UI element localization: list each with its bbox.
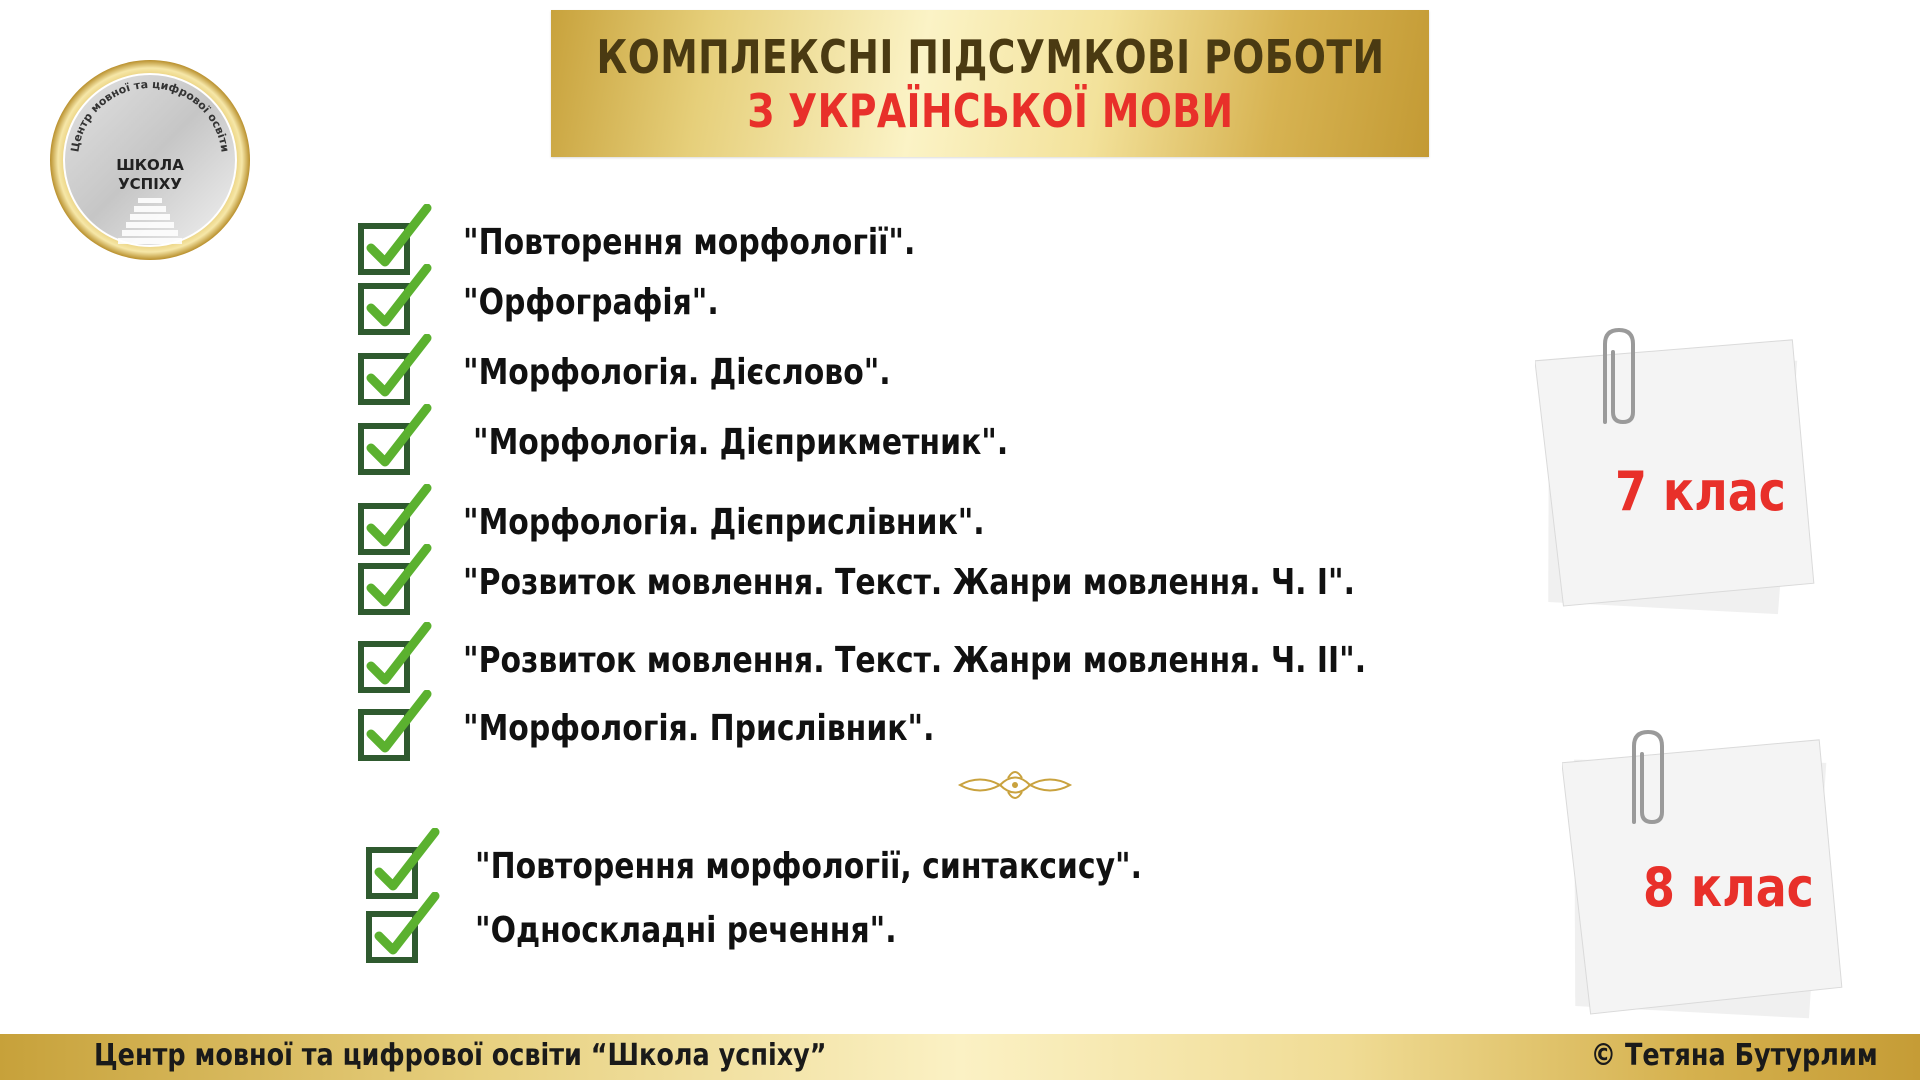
title-banner — [551, 10, 1429, 157]
checklist-item-text: "Односкладні речення". — [475, 909, 897, 951]
checkbox-checked-icon — [357, 690, 433, 766]
checklist-item-grade7 — [357, 334, 978, 410]
logo-center-line-1: ШКОЛА — [116, 156, 184, 174]
checkbox-checked-icon — [357, 264, 433, 340]
school-logo — [48, 58, 252, 262]
logo-center-line-2: УСПІХУ — [118, 175, 182, 193]
logo-ring-text: Центр мовної та цифрової освіти — [68, 77, 232, 153]
footer-organization: Центр мовної та цифрової освіти “Школа успіху” — [94, 1038, 827, 1073]
checklist-item-text: "Морфологія. Дієприкметник". — [473, 421, 1009, 463]
checkbox-checked-icon — [357, 622, 433, 698]
checkbox-checked-icon — [357, 404, 433, 480]
title-line-1: КОМПЛЕКСНІ ПІДСУМКОВІ РОБОТИ — [596, 29, 1384, 84]
checklist-item-grade7 — [357, 544, 1538, 620]
checklist-item-grade7 — [357, 690, 1031, 766]
checkbox-checked-icon — [357, 544, 433, 620]
checklist-item-text: "Морфологія. Дієприслівник". — [463, 501, 985, 543]
checklist-item-text: "Морфологія. Дієслово". — [463, 351, 891, 393]
checklist-item-grade7 — [357, 622, 1551, 698]
grade-8-label: 8 клас — [1643, 856, 1814, 919]
checklist-item-text: "Морфологія. Прислівник". — [463, 707, 935, 749]
checklist-item-text: "Повторення морфології". — [463, 221, 916, 263]
checkbox-checked-icon — [357, 334, 433, 410]
grade-7-label: 7 клас — [1615, 460, 1786, 523]
checklist-item-text: "Орфографія". — [463, 281, 719, 323]
ornament-divider — [580, 768, 1450, 802]
footer-bar — [0, 1034, 1920, 1080]
checklist-item-text: "Розвиток мовлення. Текст. Жанри мовлення. Ч. ІІ". — [463, 639, 1367, 681]
title-line-2: З УКРАЇНСЬКОЇ МОВИ — [746, 83, 1234, 138]
checkbox-checked-icon — [365, 892, 441, 968]
footer-copyright: © Тетяна Бутурлим — [1590, 1038, 1878, 1073]
checklist-item-grade7 — [357, 264, 771, 340]
checklist-item-grade8 — [365, 892, 983, 968]
checklist-item-text: "Повторення морфології, синтаксису". — [475, 845, 1142, 887]
checklist-item-text: "Розвиток мовлення. Текст. Жанри мовлення. Ч. І". — [463, 561, 1355, 603]
checklist-item-grade7 — [357, 404, 1118, 480]
